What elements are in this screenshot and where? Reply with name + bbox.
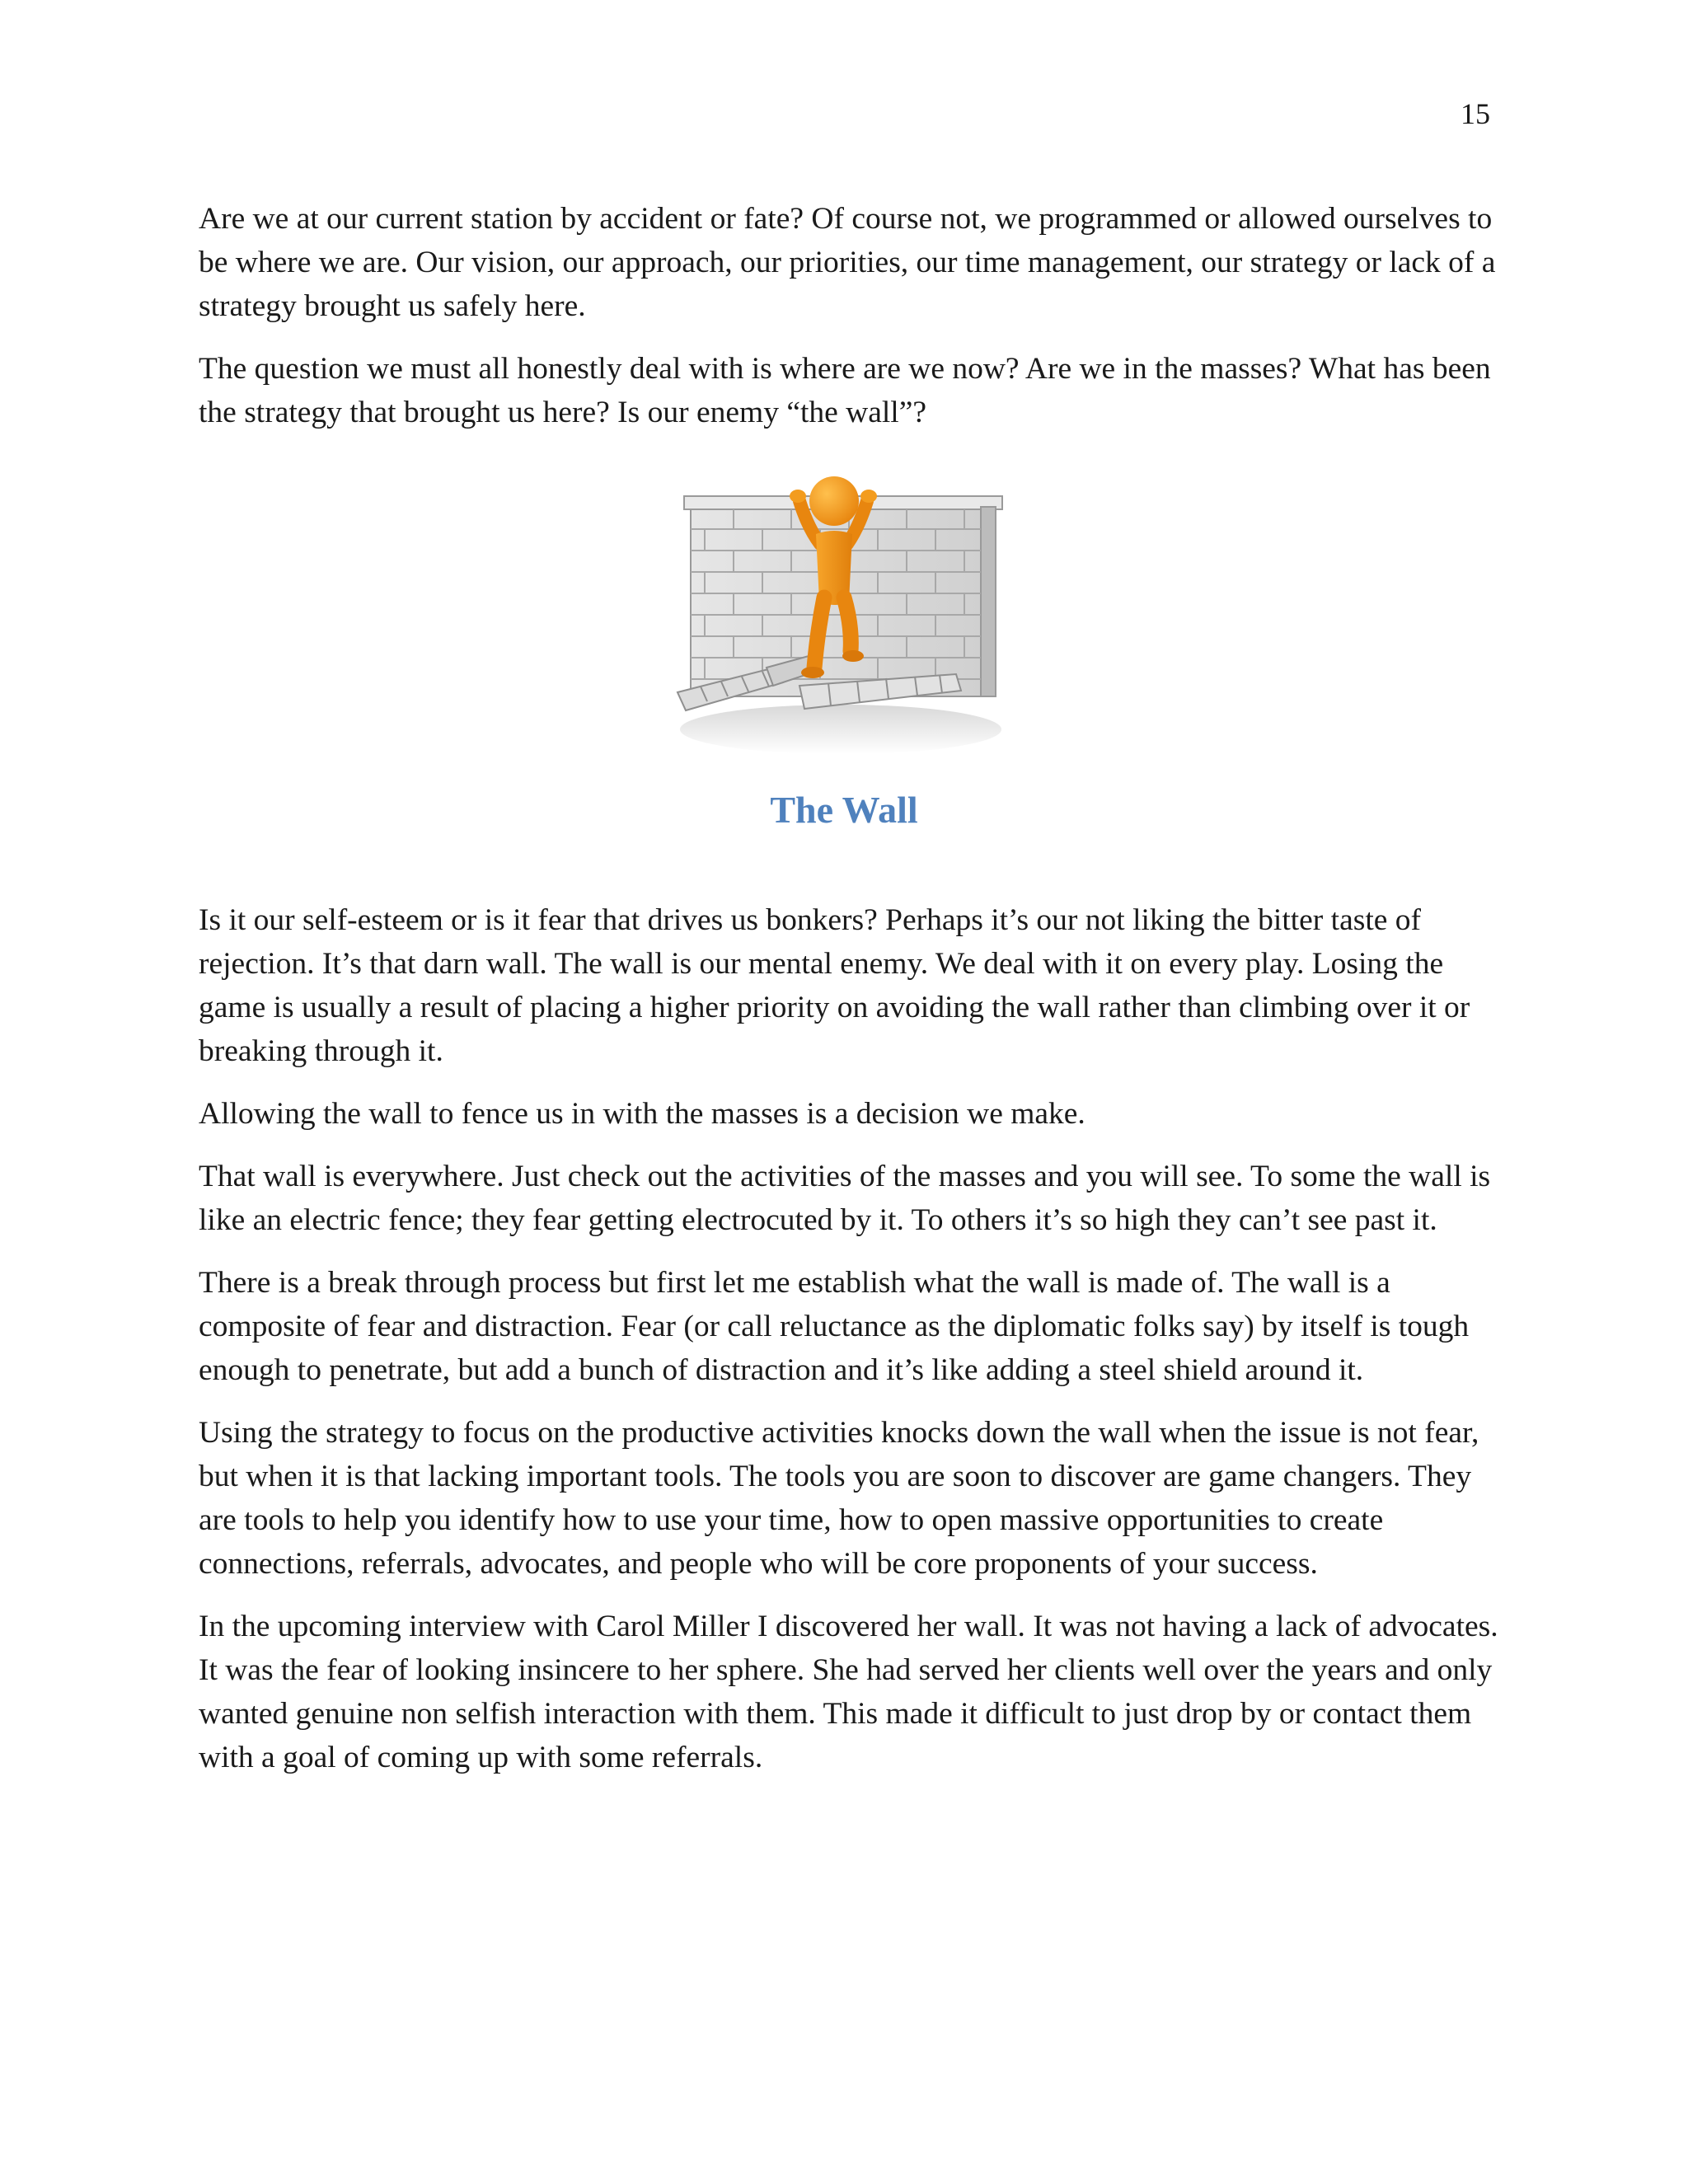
paragraph: That wall is everywhere. Just check out the activities of the masses and you will see. To some the wall is like an electric fence; they fear getting electrocuted by it. To others it’s so high they can’t see past it. bbox=[199, 1160, 1491, 1237]
paragraph: Is it our self-esteem or is it fear that drives us bonkers? Perhaps it’s our not liking the bitter taste of rejection. It’s that darn wall. The wall is our mental enemy. We deal with it on every play. Losing the game is usually a result of placing a higher priority on avoiding the wall rather than climbing over it or breaking through it. bbox=[199, 903, 1470, 1068]
paragraph: In the upcoming interview with Carol Miller I discovered her wall. It was not having a lack of advocates. It was the fear of looking insincere to her sphere. She had served her clients well over the years and only wanted genuine non selfish interaction with them. This made it difficult to just drop by or contact them with a goal of coming up with some referrals. bbox=[199, 1610, 1498, 1774]
paragraph: There is a break through process but first let me establish what the wall is made of. The wall is a composite of fear and distraction. Fear (or call reluctance as the diplomatic folks say) by itself is tough enough to penetrate, but add a bunch of distraction and it’s like adding a steel shield around it. bbox=[199, 1266, 1470, 1387]
wall-figure bbox=[676, 470, 1006, 758]
paragraph: The question we must all honestly deal with is where are we now? Are we in the masses? What has been the strategy that brought us here? Is our enemy “the wall”? bbox=[199, 352, 1491, 429]
paragraph: Are we at our current station by accident or fate? Of course not, we programmed or allowed ourselves to be where we are. Our vision, our approach, our priorities, our time management, our strategy or lack of a strategy brought us safely here. bbox=[199, 202, 1496, 323]
top-text-block bbox=[199, 197, 1501, 453]
figure-caption: The Wall bbox=[770, 789, 918, 831]
bottom-text-block bbox=[199, 898, 1501, 1798]
page-number: 15 bbox=[1461, 97, 1490, 130]
figure-climbing-brick-wall-icon bbox=[676, 470, 1006, 758]
paragraph: Allowing the wall to fence us in with the masses is a decision we make. bbox=[199, 1097, 1085, 1131]
paragraph: Using the strategy to focus on the productive activities knocks down the wall when the issue is not fear, but when it is that lacking important tools. The tools you are soon to discover are game changers. They are tools to help you identify how to use your time, how to open massive opportunities to create connections, referrals, advocates, and people who will be core proponents of your success. bbox=[199, 1416, 1479, 1581]
